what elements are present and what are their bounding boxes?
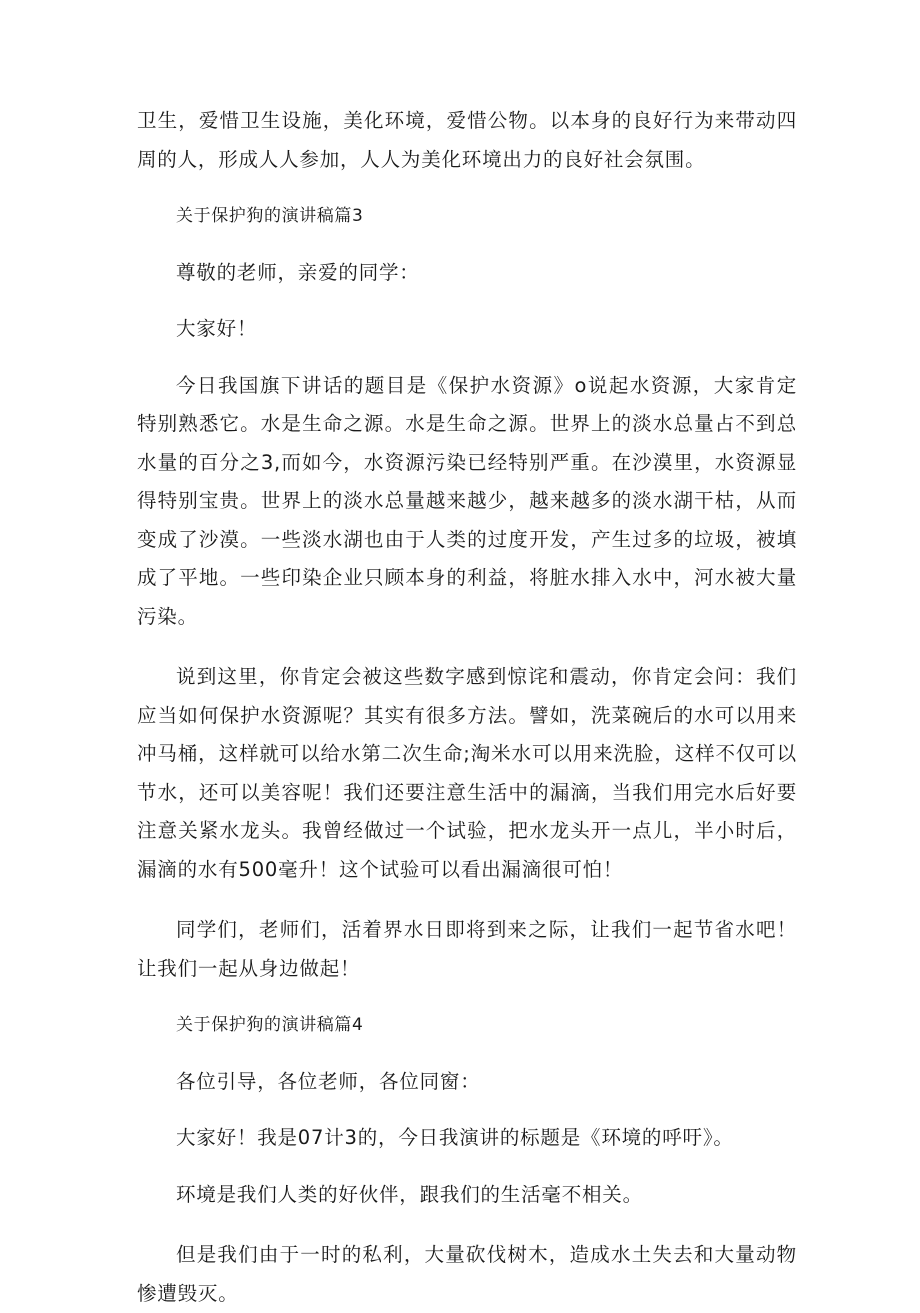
salutation: 尊敬的老师，亲爱的同学： [176, 260, 420, 284]
paragraph-environment-partner: 环境是我们人类的好伙伴，跟我们的生活毫不相关。 [176, 1182, 643, 1206]
salutation-2: 各位引导，各位老师，各位同窗： [176, 1069, 481, 1093]
paragraph-deforestation: 但是我们由于一时的私利，大量砍伐树木，造成水土失去和大量动物惨遭毁灭。 [137, 1243, 797, 1305]
section-heading-3: 关于保护狗的演讲稿篇3 [176, 206, 364, 226]
paragraph-call-to-action: 同学们，老师们，活着界水日即将到来之际，让我们一起节省水吧！让我们一起从身边做起！ [137, 918, 797, 980]
greeting-2: 大家好！我是07计3的，今日我演讲的标题是《环境的呼吁》。 [176, 1126, 734, 1149]
document-body [137, 102, 797, 1313]
paragraph-water-saving-methods: 说到这里，你肯定会被这些数字感到惊诧和震动，你肯定会问：我们应当如何保护水资源呢？其实有很多方法。譬如，洗菜碗后的水可以用来冲马桶，这样就可以给水第二次生命;淘米水可以用来洗脸，这样不仅可以节水，还可以美容呢！我们还要注意生活中的漏滴，当我们用完水后好要注意关紧水龙头。我曾经做过一个试验，把水龙头开一点儿，半小时后，漏滴的水有500毫升！这个试验可以看出漏滴很可怕！ [137, 665, 797, 881]
section-heading-4: 关于保护狗的演讲稿篇4 [176, 1015, 364, 1035]
paragraph-water-resources: 今日我国旗下讲话的题目是《保护水资源》o说起水资源，大家肯定特别熟悉它。水是生命之源。水是生命之源。世界上的淡水总量占不到总水量的百分之3,而如今，水资源污染已经特别严重。在沙漠里，水资源显得特别宝贵。世界上的淡水总量越来越少，越来越多的淡水湖干枯，从而变成了沙漠。一些淡水湖也由于人类的过度开发，产生过多的垃圾，被填成了平地。一些印染企业只顾本身的利益，将脏水排入水中，河水被大量污染。 [137, 373, 797, 628]
paragraph-continuation: 卫生，爱惜卫生设施，美化环境，爱惜公物。以本身的良好行为来带动四周的人，形成人人参加，人人为美化环境出力的良好社会氛围。 [137, 109, 797, 171]
greeting: 大家好！ [176, 317, 258, 340]
